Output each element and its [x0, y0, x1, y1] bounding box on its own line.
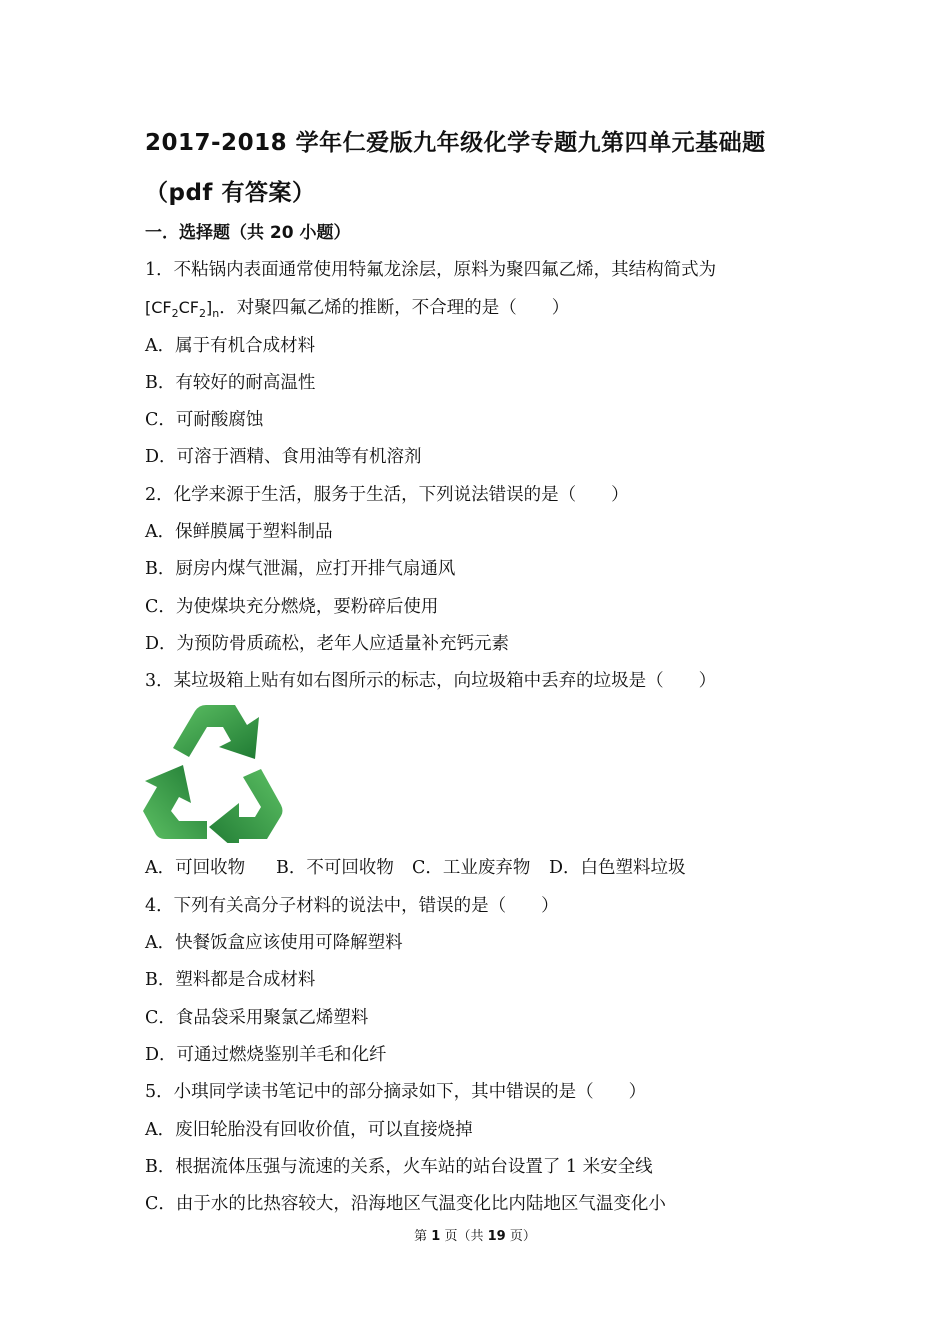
question-1-stem-line-1	[145, 257, 716, 283]
option-d: D．可通过燃烧鉴别羊毛和化纤	[145, 1045, 387, 1065]
section-heading: 一．选择题（共 20 小题）	[145, 223, 351, 243]
question-number: 2．	[145, 485, 174, 505]
question-3-options	[145, 855, 686, 881]
option-c: C．由于水的比热容较大，沿海地区气温变化比内陆地区气温变化小	[145, 1194, 666, 1214]
option-b: B．塑料都是合成材料	[145, 970, 316, 990]
current-page-number: 1	[431, 1229, 441, 1244]
option-d: D．为预防骨质疏松，老年人应适量补充钙元素	[145, 634, 510, 654]
question-stem-continued: ．对聚四氟乙烯的推断，不合理的是（ ）	[219, 298, 570, 318]
option-c: C．食品袋采用聚氯乙烯塑料	[145, 1008, 369, 1028]
option-c: C．工业废弃物	[412, 858, 531, 878]
option-a: A．废旧轮胎没有回收价值，可以直接烧掉	[145, 1120, 473, 1140]
question-stem: 不粘锅内表面通常使用特氟龙涂层，原料为聚四氟乙烯，其结构简式为	[173, 260, 717, 280]
option-b: B．根据流体压强与流速的关系，火车站的站台设置了 1 米安全线	[145, 1157, 653, 1177]
question-number: 5．	[145, 1082, 174, 1102]
question-1-stem-line-2	[145, 295, 569, 327]
question-5-stem	[145, 1079, 646, 1105]
total-page-count: 19	[487, 1229, 506, 1244]
question-stem: 化学来源于生活，服务于生活，下列说法错误的是（ ）	[173, 485, 629, 505]
option-d: D．白色塑料垃圾	[549, 858, 686, 878]
option-c: C．可耐酸腐蚀	[145, 410, 264, 430]
question-4-stem	[145, 893, 559, 919]
page-footer: 第 1 页（共 19 页）	[414, 1229, 536, 1244]
option-a: A．快餐饭盒应该使用可降解塑料	[145, 933, 403, 953]
option-a: A．属于有机合成材料	[145, 336, 316, 356]
option-a: A．保鲜膜属于塑料制品	[145, 522, 333, 542]
option-b: B．有较好的耐高温性	[145, 373, 316, 393]
option-a: A．可回收物	[145, 858, 246, 878]
option-b: B．厨房内煤气泄漏，应打开排气扇通风	[145, 559, 456, 579]
question-stem: 小琪同学读书笔记中的部分摘录如下，其中错误的是（ ）	[173, 1082, 647, 1102]
question-2-stem	[145, 482, 629, 508]
question-stem: 下列有关高分子材料的说法中，错误的是（ ）	[173, 896, 559, 916]
question-number: 3．	[145, 671, 174, 691]
question-stem: 某垃圾箱上贴有如右图所示的标志，向垃圾箱中丢弃的垃圾是（ ）	[173, 671, 717, 691]
document-title: 2017-2018 学年仁爱版九年级化学专题九第四单元基础题（pdf 有答案）	[145, 130, 766, 206]
question-number: 1．	[145, 260, 174, 280]
question-number: 4．	[145, 896, 174, 916]
chemical-formula: $[CF_2CF_2]_n$	[145, 298, 220, 321]
option-c: C．为使煤块充分燃烧，要粉碎后使用	[145, 597, 439, 617]
option-d: D．可溶于酒精、食用油等有机溶剂	[145, 447, 422, 467]
question-3-stem	[145, 668, 716, 694]
option-b: B．不可回收物	[276, 858, 394, 878]
recycle-symbol-icon	[143, 703, 283, 843]
